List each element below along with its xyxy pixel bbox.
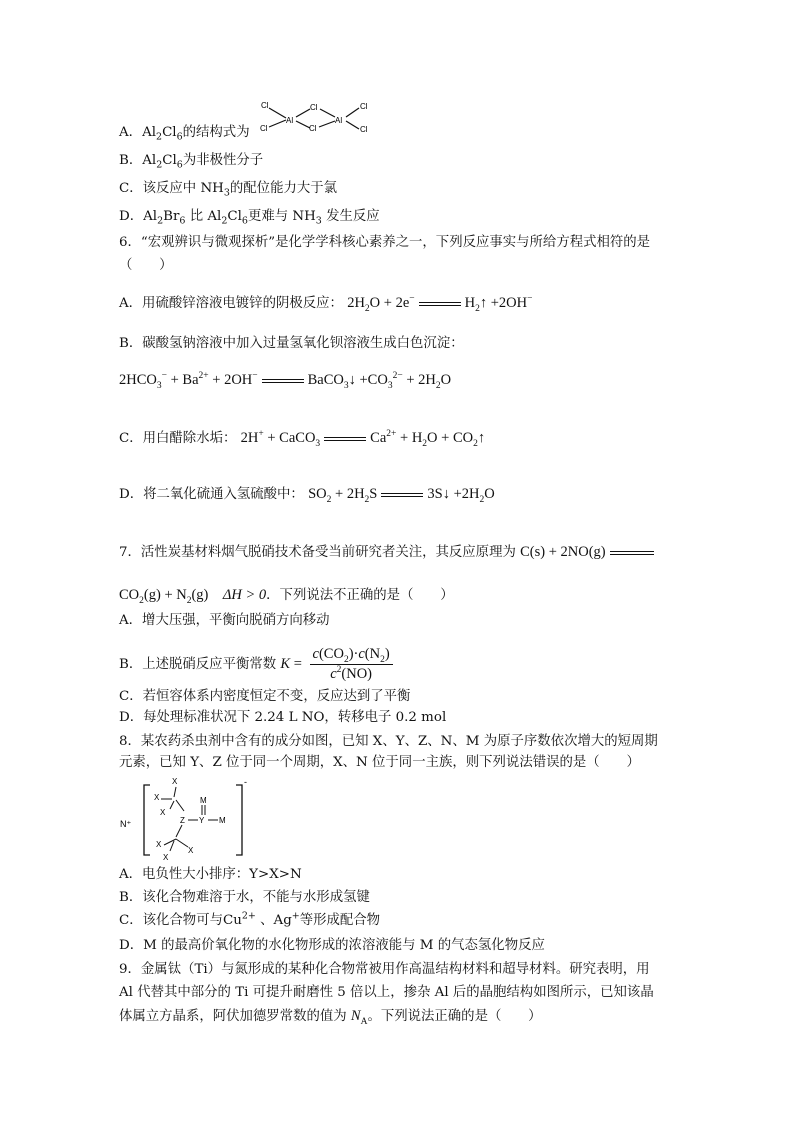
svg-text:X: X <box>163 853 169 862</box>
q5-option-d: D．$Al_2Br_6$ 比 $Al_2Cl_6$更难与 $NH_3$ 发生反应 <box>119 209 380 227</box>
svg-text:Cl: Cl <box>260 124 268 133</box>
q9-stem-line3: 体属立方晶系，阿伏加德罗常数的值为 $N_A$。下列说法正确的是（ ） <box>119 1008 542 1027</box>
svg-text:Al: Al <box>286 116 294 125</box>
q7-stem-line2: $CO_2(g) + N_2(g)$ ΔH > 0．下列说法不正确的是（ ） <box>119 587 454 606</box>
q7-option-d: D．每处理标准状况下 2.24 L NO，转移电子 0.2 mol <box>119 710 447 725</box>
q5-option-a: A．$Al_2Cl_6$的结构式为 <box>119 125 250 143</box>
svg-text:Cl: Cl <box>261 101 269 110</box>
svg-text:Cl: Cl <box>309 124 317 133</box>
q5-option-b: B．$Al_2Cl_6$为非极性分子 <box>119 153 264 171</box>
svg-text:X: X <box>172 777 178 786</box>
svg-text:Z: Z <box>180 816 185 825</box>
q8-option-a: A．电负性大小排序：Y>X>N <box>119 867 302 882</box>
svg-text:Cl: Cl <box>360 102 368 111</box>
q7-option-c: C．若恒容体系内密度恒定不变，反应达到了平衡 <box>119 689 411 704</box>
q6-option-d: D．将二氧化硫通入氢硫酸中： $SO_2 + 2H_2S$ 3S↓ $+2H_2O$ <box>119 486 495 505</box>
q9-stem-line2: Al 代替其中部分的 Ti 可提升耐磨性 5 倍以上，掺杂 Al 后的晶胞结构如图所示，已知该晶 <box>119 985 654 1000</box>
svg-text:Y: Y <box>199 816 205 825</box>
q7-option-a: A．增大压强，平衡向脱硝方向移动 <box>119 613 330 628</box>
q6-option-b-equation: $2HCO_3^- + Ba^{2+} + 2OH^-$ BaCO$_3$↓ $+CO_3^{2-} + 2H_2O$ <box>119 371 452 391</box>
svg-text:M: M <box>200 796 207 805</box>
q6-stem-line1: 6．“宏观辨识与微观探析”是化学学科核心素养之一，下列反应事实与所给方程式相符的是 <box>119 235 651 250</box>
q8-stem-line1: 8．某农药杀虫剂中含有的成分如图，已知 X、Y、Z、N、M 为原子序数依次增大的短周期 <box>119 734 658 749</box>
q6-option-c: C．用白醋除水垢： 2H+ + CaCO$_3$ $Ca^{2+} + H_2O$ + $CO_2↑$ <box>119 429 486 449</box>
q6-option-b: B．碳酸氢钠溶液中加入过量氢氧化钡溶液生成白色沉淀： <box>119 336 464 351</box>
cation-label: N⁺ <box>120 819 132 829</box>
q8-option-b: B．该化合物难溶于水，不能与水形成氢键 <box>119 890 370 905</box>
q8-option-c: C．该化合物可与$Cu^{2+}$ 、Ag+等形成配合物 <box>119 910 381 928</box>
q8-option-d: D．M 的最高价氧化物的水化物形成的浓溶液能与 M 的气态氢化物反应 <box>119 938 545 953</box>
q5-option-c: C．该反应中 $NH_3$的配位能力大于氯 <box>119 181 338 199</box>
svg-text:X: X <box>160 808 166 817</box>
q7-option-b: B．上述脱硝反应平衡常数 K = $\frac{c(CO_2)\cdot c(N_2)}{c^2(NO)}$ <box>119 646 393 683</box>
svg-text:Al: Al <box>335 116 343 125</box>
svg-text:X: X <box>188 846 194 855</box>
svg-text:Cl: Cl <box>310 103 318 112</box>
al2cl6-structure-figure <box>256 98 376 136</box>
svg-text:Cl: Cl <box>360 125 368 134</box>
svg-text:X: X <box>156 840 162 849</box>
q6-stem-line2: （ ） <box>119 258 173 273</box>
q6-option-a: A．用硫酸锌溶液电镀锌的阴极反应： $2H_2O + 2e^-$ $H_2↑ +2OH^-$ <box>119 294 533 314</box>
q8-compound-structure-figure <box>116 775 256 865</box>
svg-text:X: X <box>154 793 160 802</box>
q7-stem-line1: 7．活性炭基材料烟气脱硝技术备受当前研究者关注，其反应原理为 C(s) + 2NO(g) <box>119 542 658 562</box>
svg-text:M: M <box>219 816 226 825</box>
q8-stem-line2: 元素，已知 Y、Z 位于同一个周期，X、N 位于同一主族，则下列说法错误的是（ ） <box>119 755 640 770</box>
anion-charge: - <box>244 777 247 787</box>
q9-stem-line1: 9．金属钛（Ti）与氮形成的某种化合物常被用作高温结构材料和超导材料。研究表明，用 <box>119 962 650 977</box>
